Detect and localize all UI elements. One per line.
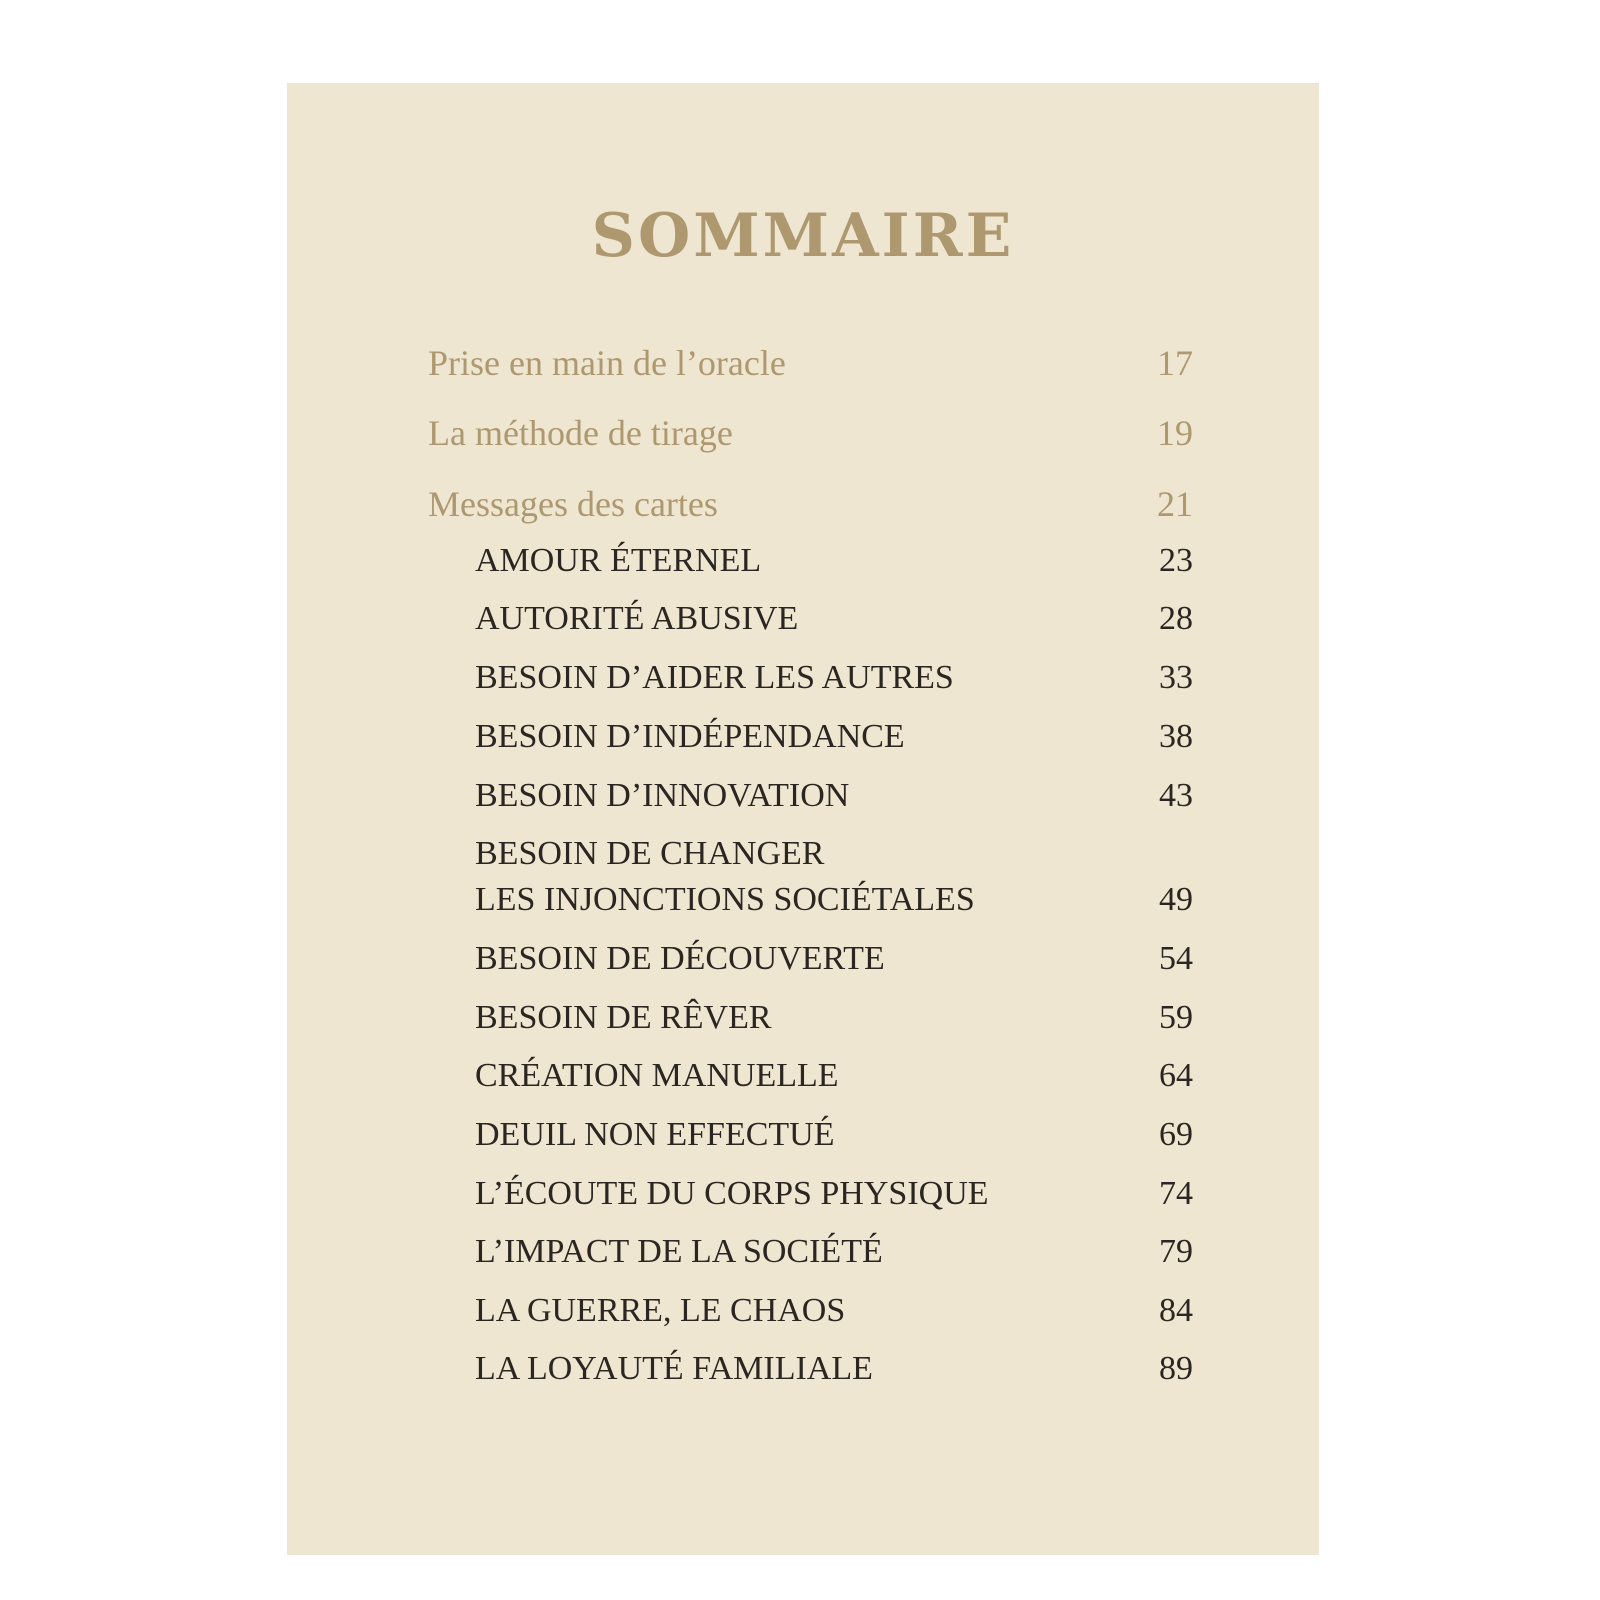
toc-entry-label: L’ÉCOUTE DU CORPS PHYSIQUE: [475, 1175, 989, 1212]
toc-entry-page-number: 74: [1159, 1175, 1193, 1212]
toc-section-entry: [428, 464, 1193, 524]
toc-card-entry: [428, 1049, 1193, 1099]
toc-entry-page-number: 17: [1157, 343, 1193, 383]
toc-card-entry: [428, 991, 1193, 1041]
toc-section-entry: [428, 393, 1193, 453]
toc-card-entry: [428, 932, 1193, 982]
toc-entry-label: BESOIN D’AIDER LES AUTRES: [475, 659, 954, 696]
toc-card-entry: [428, 1342, 1193, 1392]
toc-card-entry: [428, 1225, 1193, 1275]
toc-entry-label: AUTORITÉ ABUSIVE: [475, 600, 799, 637]
book-page: [287, 83, 1319, 1555]
toc-card-entry: [428, 1108, 1193, 1158]
toc-entry-label: LA GUERRE, LE CHAOS: [475, 1292, 846, 1329]
toc-card-entry: [428, 710, 1193, 760]
toc-entry-page-number: 43: [1159, 777, 1193, 814]
toc-entry-label: BESOIN DE CHANGER LES INJONCTIONS SOCIÉTALES: [475, 835, 975, 918]
toc-section-entry: [428, 323, 1193, 383]
toc-entry-label: CRÉATION MANUELLE: [475, 1057, 839, 1094]
toc-entry-page-number: 64: [1159, 1057, 1193, 1094]
toc-entry-label: BESOIN D’INDÉPENDANCE: [475, 718, 905, 755]
toc-entry-label: L’IMPACT DE LA SOCIÉTÉ: [475, 1233, 883, 1270]
toc-card-entry: [428, 769, 1193, 819]
table-of-contents: [287, 83, 1319, 1555]
toc-entry-page-number: 33: [1159, 659, 1193, 696]
toc-entry-page-number: 89: [1159, 1350, 1193, 1387]
toc-entry-label: AMOUR ÉTERNEL: [475, 542, 762, 579]
page-title: SOMMAIRE: [591, 201, 1015, 271]
toc-entry-page-number: 84: [1159, 1292, 1193, 1329]
toc-card-entry: [428, 534, 1193, 584]
toc-entry-page-number: 21: [1157, 484, 1193, 524]
toc-entry-page-number: 59: [1159, 999, 1193, 1036]
toc-entry-page-number: 49: [1159, 881, 1193, 918]
toc-entry-label: Messages des cartes: [428, 484, 718, 524]
toc-entry-page-number: 79: [1159, 1233, 1193, 1270]
toc-entry-page-number: 23: [1159, 542, 1193, 579]
toc-entry-label: Prise en main de l’oracle: [428, 343, 786, 383]
toc-card-entry: [428, 651, 1193, 701]
toc-entry-page-number: 54: [1159, 940, 1193, 977]
toc-entry-page-number: 28: [1159, 600, 1193, 637]
toc-entry-label: BESOIN DE DÉCOUVERTE: [475, 940, 885, 977]
toc-card-entry: [428, 592, 1193, 642]
toc-card-entry: [428, 1167, 1193, 1217]
toc-entry-label: LA LOYAUTÉ FAMILIALE: [475, 1350, 873, 1387]
toc-entry-label: DEUIL NON EFFECTUÉ: [475, 1116, 835, 1153]
toc-entry-label: La méthode de tirage: [428, 413, 733, 453]
toc-entry-label: BESOIN DE RÊVER: [475, 999, 772, 1036]
toc-entry-label: BESOIN D’INNOVATION: [475, 777, 850, 814]
toc-entry-page-number: 69: [1159, 1116, 1193, 1153]
toc-card-entry: [428, 827, 1193, 923]
toc-card-entry: [428, 1284, 1193, 1334]
toc-entry-page-number: 38: [1159, 718, 1193, 755]
toc-entry-page-number: 19: [1157, 413, 1193, 453]
